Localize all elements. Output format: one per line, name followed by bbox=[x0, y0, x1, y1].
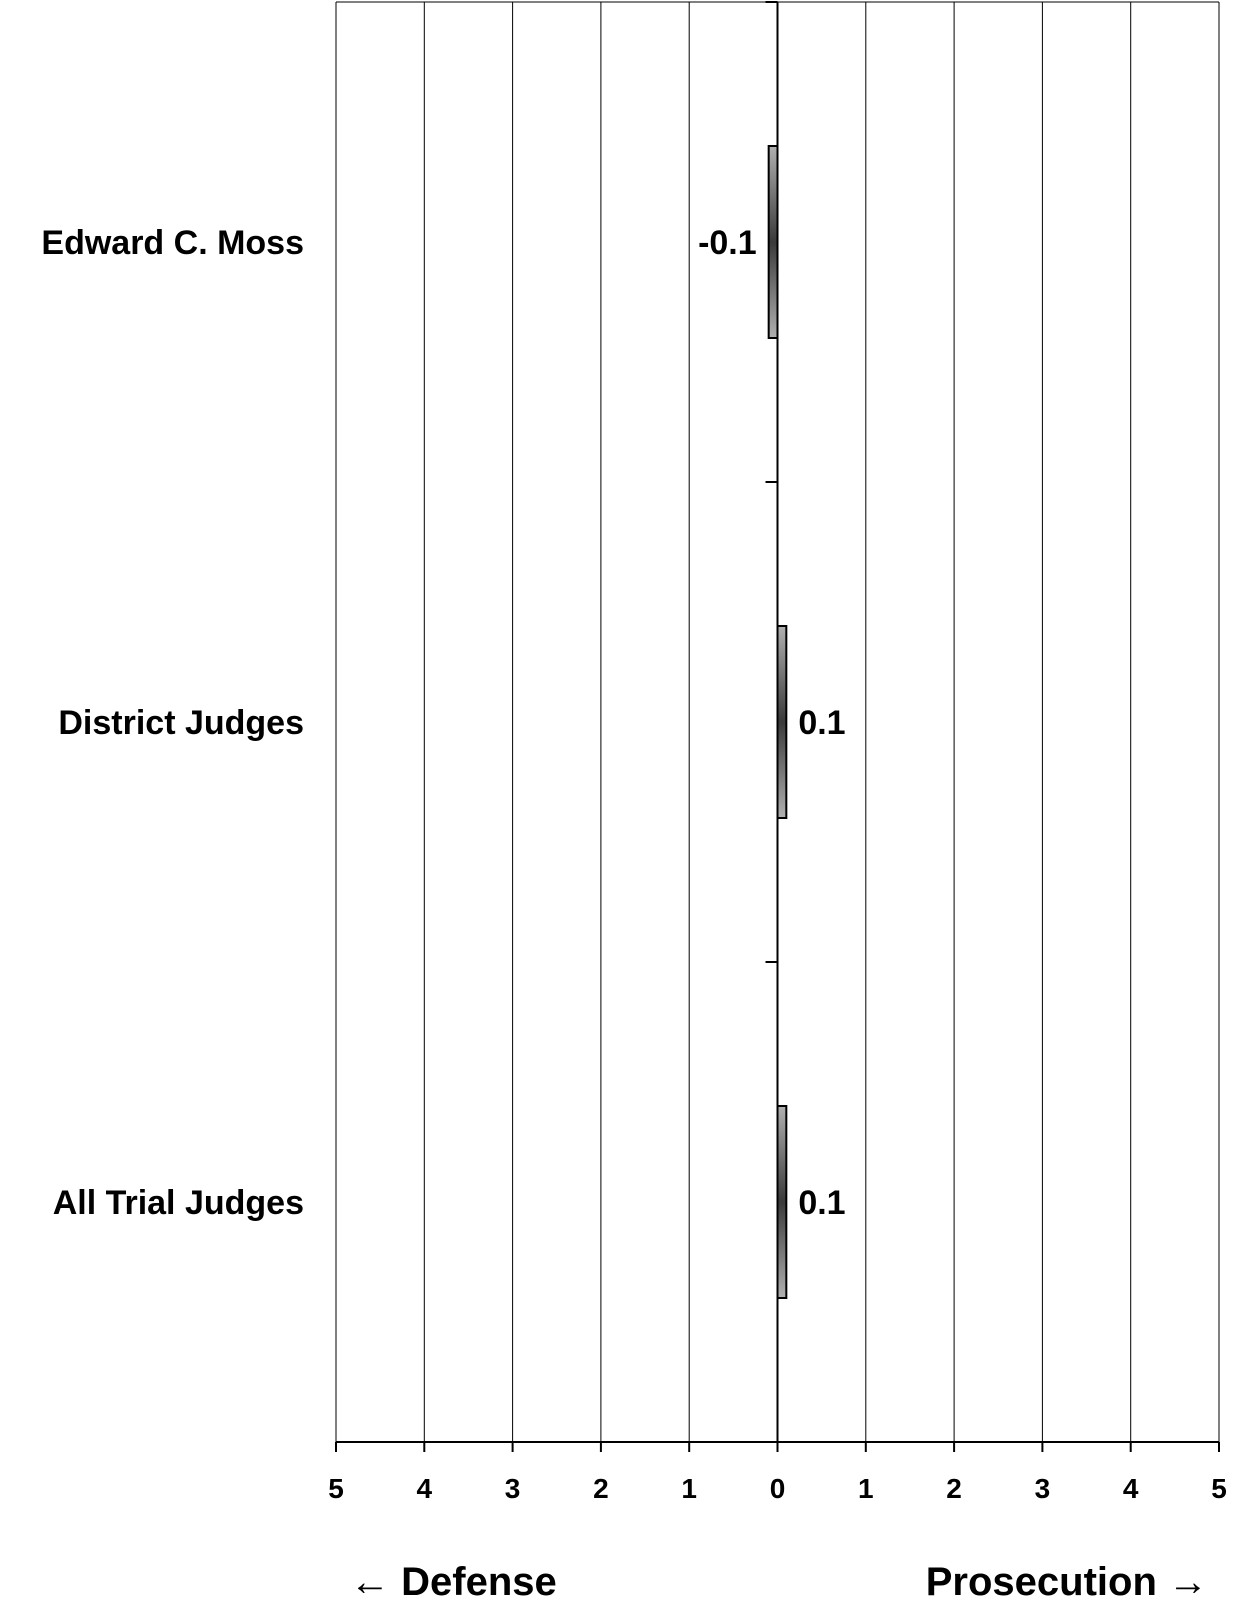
data-label: -0.1 bbox=[698, 224, 757, 262]
x-tick-label: 0 bbox=[769, 1473, 786, 1504]
data-label: 0.1 bbox=[798, 704, 846, 742]
x-tick-label: 2 bbox=[593, 1473, 609, 1504]
category-label: All Trial Judges bbox=[52, 1184, 304, 1222]
bar bbox=[778, 626, 787, 818]
labels bbox=[41, 224, 845, 1222]
bar bbox=[778, 1106, 787, 1298]
data-label: 0.1 bbox=[798, 1184, 846, 1222]
x-tick-label: 4 bbox=[416, 1473, 433, 1504]
x-tick-label: 5 bbox=[1211, 1473, 1227, 1504]
x-tick-label: 2 bbox=[946, 1473, 962, 1504]
x-direction-left-label: ← Defense bbox=[350, 1560, 557, 1604]
x-tick-label: 3 bbox=[1034, 1473, 1051, 1504]
bars bbox=[769, 146, 787, 1298]
x-direction-right-label: Prosecution → bbox=[925, 1560, 1208, 1604]
category-label: District Judges bbox=[58, 704, 304, 742]
bar bbox=[769, 146, 778, 338]
x-tick-label: 4 bbox=[1122, 1473, 1139, 1504]
x-tick-label: 3 bbox=[504, 1473, 521, 1504]
category-label: Edward C. Moss bbox=[41, 224, 304, 262]
x-tick-label: 1 bbox=[681, 1473, 697, 1504]
x-tick-label: 5 bbox=[328, 1473, 344, 1504]
x-tick-label: 1 bbox=[858, 1473, 874, 1504]
